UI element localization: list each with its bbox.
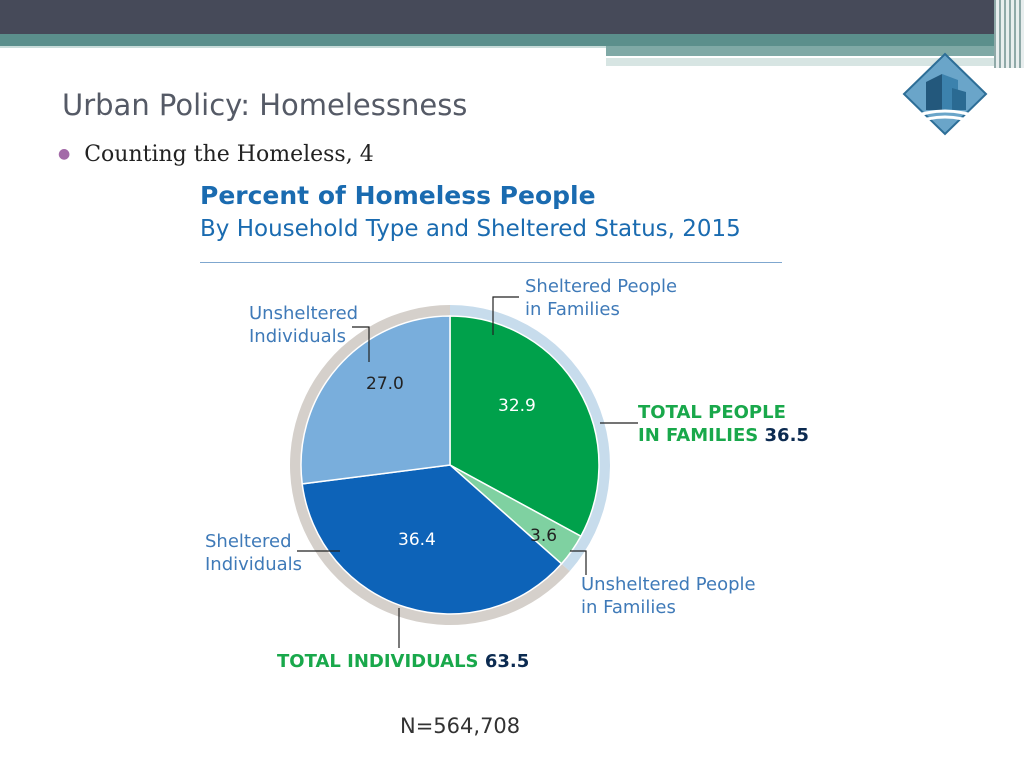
chart-subtitle: By Household Type and Sheltered Status, 2015 <box>200 216 741 242</box>
total-individuals-value: 63.5 <box>484 651 530 672</box>
value-label-unsheltered-individuals: 27.0 <box>366 374 404 394</box>
label-sheltered-families: Sheltered People in Families <box>525 276 678 320</box>
slide-title: Urban Policy: Homelessness <box>62 88 468 122</box>
label-unsheltered-individuals: Unsheltered Individuals <box>249 303 359 347</box>
label-total-people-in-families: TOTAL PEOPLE IN FAMILIES 36.5 <box>638 402 809 446</box>
value-label-sheltered-families: 32.9 <box>498 396 536 416</box>
bullet-dot-icon: ● <box>58 146 71 162</box>
chart-title: Percent of Homeless People <box>200 181 596 210</box>
value-label-unsheltered-families: 3.6 <box>530 526 558 546</box>
total-families-value: 36.5 <box>764 425 809 446</box>
label-total-individuals: TOTAL INDIVIDUALS 63.5 <box>277 651 530 672</box>
pie-slices <box>301 316 599 614</box>
label-sheltered-individuals: Sheltered Individuals <box>205 531 303 575</box>
sample-size-note: N=564,708 <box>400 714 521 738</box>
label-unsheltered-families: Unsheltered People in Families <box>581 574 756 618</box>
bullet-text: Counting the Homeless, 4 <box>84 142 374 167</box>
value-label-sheltered-individuals: 36.4 <box>398 530 436 550</box>
